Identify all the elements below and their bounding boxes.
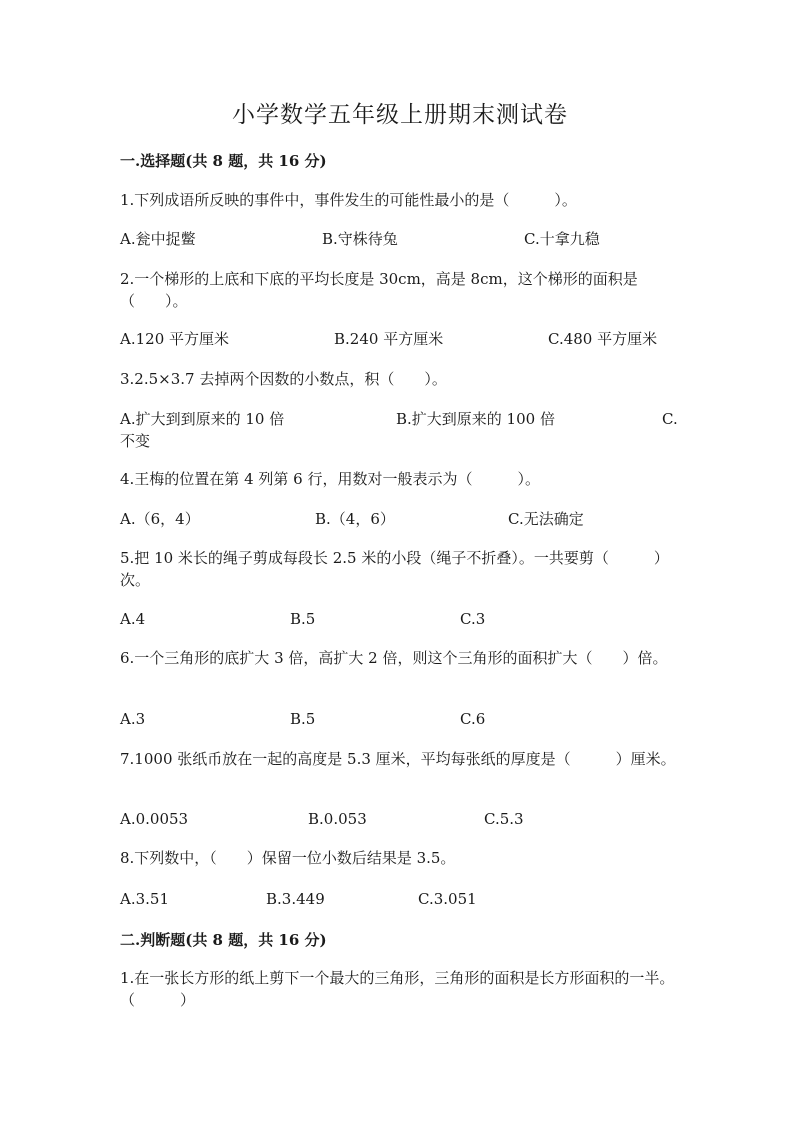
question-7: 7.1000 张纸币放在一起的高度是 5.3 厘米，平均每张纸的厚度是（ ）厘米。 <box>120 750 676 768</box>
q1-option-b: B.守株待兔 <box>322 230 398 248</box>
q1-option-c: C.十拿九稳 <box>524 230 600 248</box>
question-3: 3.2.5×3.7 去掉两个因数的小数点，积（ ）。 <box>120 370 447 388</box>
q5-option-b: B.5 <box>290 610 316 628</box>
q3-option-c-text: 不变 <box>120 432 151 450</box>
question-1: 1.下列成语所反映的事件中，事件发生的可能性最小的是（ ）。 <box>120 191 577 209</box>
q5-option-a: A.4 <box>120 610 146 628</box>
question-2: 2.一个梯形的上底和下底的平均长度是 30cm，高是 8cm，这个梯形的面积是（ ）。 <box>120 270 638 310</box>
q6-option-a: A.3 <box>120 710 146 728</box>
q1-option-a: A.瓮中捉鳖 <box>120 230 196 248</box>
q7-option-c: C.5.3 <box>484 810 524 828</box>
question-5: 5.把 10 米长的绳子剪成每段长 2.5 米的小段（绳子不折叠）。一共要剪（ ）次。 <box>120 549 669 589</box>
q6-option-c: C.6 <box>460 710 486 728</box>
section-heading-choice: 一.选择题(共 8 题，共 16 分) <box>120 152 327 170</box>
judge-question-1: 1.在一张长方形的纸上剪下一个最大的三角形，三角形的面积是长方形面积的一半。（ ） <box>120 969 675 1009</box>
question-4: 4.王梅的位置在第 4 列第 6 行，用数对一般表示为（ ）。 <box>120 470 540 488</box>
question-6: 6.一个三角形的底扩大 3 倍，高扩大 2 倍，则这个三角形的面积扩大（ ）倍。 <box>120 649 668 667</box>
q7-option-a: A.0.0053 <box>120 810 189 828</box>
q2-option-b: B.240 平方厘米 <box>334 330 444 348</box>
q8-option-b: B.3.449 <box>266 890 325 908</box>
q5-option-c: C.3 <box>460 610 486 628</box>
q2-option-c: C.480 平方厘米 <box>548 330 658 348</box>
q3-option-a: A.扩大到到原来的 10 倍 <box>120 410 285 428</box>
q7-option-b: B.0.053 <box>308 810 367 828</box>
q6-option-b: B.5 <box>290 710 316 728</box>
question-8: 8.下列数中，（ ）保留一位小数后结果是 3.5。 <box>120 849 456 867</box>
q4-option-b: B.（4，6） <box>315 510 395 528</box>
q4-option-c: C.无法确定 <box>508 510 584 528</box>
q8-option-a: A.3.51 <box>120 890 169 908</box>
section-heading-judge: 二.判断题(共 8 题，共 16 分) <box>120 931 327 949</box>
q8-option-c: C.3.051 <box>418 890 477 908</box>
q3-option-c: C. <box>662 410 678 428</box>
q2-option-a: A.120 平方厘米 <box>120 330 229 348</box>
q3-option-b: B.扩大到原来的 100 倍 <box>396 410 555 428</box>
q4-option-a: A.（6，4） <box>120 510 200 528</box>
page-title: 小学数学五年级上册期末测试卷 <box>232 102 568 128</box>
